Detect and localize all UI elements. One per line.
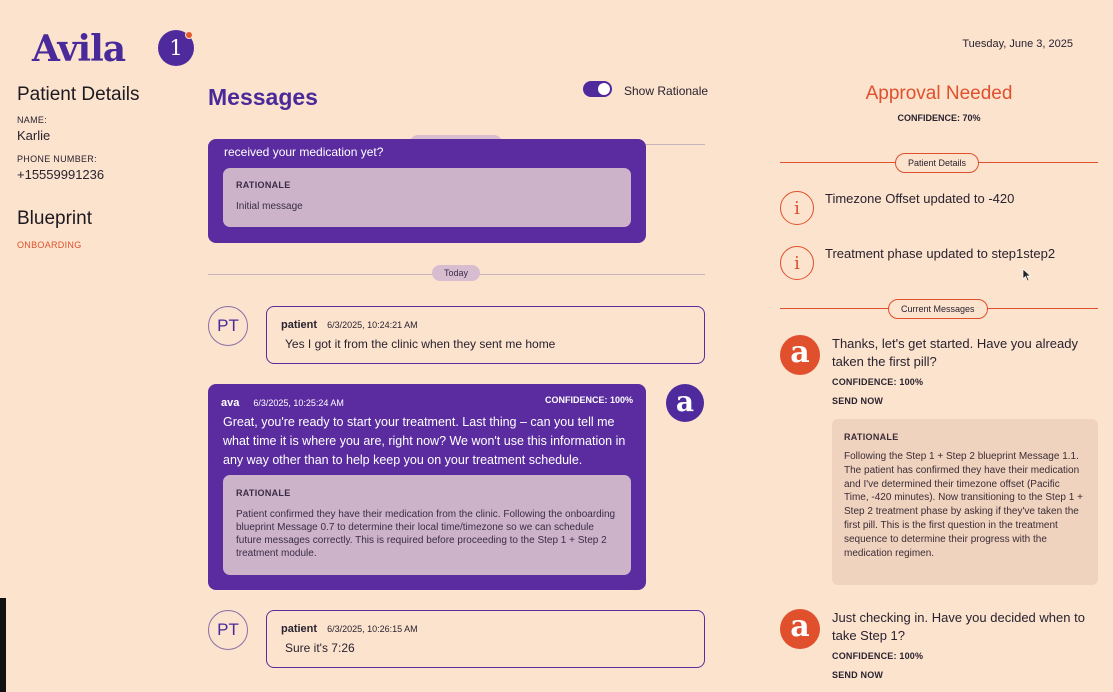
proposed-confidence: CONFIDENCE: 100% [832,651,924,661]
info-icon: i [780,191,814,225]
rationale-box [832,419,1098,585]
update-text: Treatment phase updated to step1step2 [825,246,1056,261]
proposed-confidence: CONFIDENCE: 100% [832,377,924,387]
blueprint-title: Blueprint [17,208,92,229]
rationale-label: RATIONALE [236,180,291,190]
patient-message-bubble [266,306,705,364]
patient-avatar: PT [208,306,248,346]
current-date: Tuesday, June 3, 2025 [962,38,1073,50]
current-messages-pill: Current Messages [888,299,988,319]
message-text: received your medication yet? [224,145,384,159]
notification-dot [185,31,193,39]
sender-name: patient [281,623,318,635]
send-now-button[interactable]: SEND NOW [832,396,884,406]
rationale-text: Patient confirmed they have their medication from the clinic. Following the onboarding blueprint Message 0.7 to determine their local time/timezone so we can schedule future messages correctly. This is required before proceeding to the Step 1 + Step 2 treatment module. [236,509,616,559]
patient-message-bubble [266,610,705,668]
message-time: 6/3/2025, 10:24:21 AM [327,320,418,330]
show-rationale-label: Show Rationale [624,84,709,98]
ava-avatar: a [666,384,704,422]
toggle-knob [598,83,610,95]
patient-details-pill: Patient Details [895,153,979,173]
message-text: Yes I got it from the clinic when they sent me home [285,337,556,351]
confidence-label: CONFIDENCE: 100% [544,395,633,405]
proposed-message-text: Thanks, let's get started. Have you already taken the first pill? [832,336,1078,369]
phone-label: PHONE NUMBER: [17,154,97,164]
notification-badge[interactable] [158,30,194,66]
sender-name: patient [281,319,318,331]
app-logo[interactable]: Avila [32,28,126,70]
ava-avatar: a [780,335,820,375]
message-time: 6/3/2025, 10:25:24 AM [253,398,344,408]
show-rationale-toggle[interactable] [583,81,612,97]
ai-message-bubble [208,384,646,590]
update-text: Timezone Offset updated to -420 [825,191,1015,206]
rationale-label: RATIONALE [236,488,291,498]
patient-details-title: Patient Details [17,84,140,105]
message-time: 6/3/2025, 10:26:15 AM [327,624,418,634]
patient-name: Karlie [17,128,51,143]
info-icon: i [780,246,814,280]
approval-confidence: CONFIDENCE: 70% [897,113,981,123]
message-text: Sure it's 7:26 [285,641,355,655]
day-separator: Today [432,265,480,281]
name-label: NAME: [17,115,48,125]
message-text: Great, you're ready to start your treatment. Last thing – can you tell me what time it is where you are, right now? We won't use this information in any way other than to help keep you on your treatment schedule. [223,415,626,467]
sender-name: ava [221,397,240,409]
rationale-text: Following the Step 1 + Step 2 blueprint Message 1.1. The patient has confirmed they have their medication and I've determined their timezone offset (Pacific Time, -420 minutes). Now transitioning to the Step 1 + Step 2 treatment phase by asking if they've taken the first pill. This is the first question in the treatment sequence to determine their progress with the medication regimen. [844,451,1083,559]
send-now-button[interactable]: SEND NOW [832,670,884,680]
patient-avatar: PT [208,610,248,650]
notification-count: 1 [169,36,183,60]
mouse-cursor-icon [1022,268,1032,282]
message-list-clip [208,145,646,243]
ava-avatar: a [780,609,820,649]
rationale-box [223,475,631,575]
messages-title: Messages [208,84,318,110]
proposed-message-text: Just checking in. Have you decided when to take Step 1? [832,610,1085,643]
ai-message-bubble [208,139,646,243]
blueprint-stage: ONBOARDING [17,240,82,250]
rationale-label: RATIONALE [844,432,899,442]
window-edge [0,598,6,692]
rationale-box [223,168,631,227]
approval-title: Approval Needed [865,83,1013,104]
patient-phone: +15559991236 [17,167,105,182]
rationale-text: Initial message [236,201,303,212]
